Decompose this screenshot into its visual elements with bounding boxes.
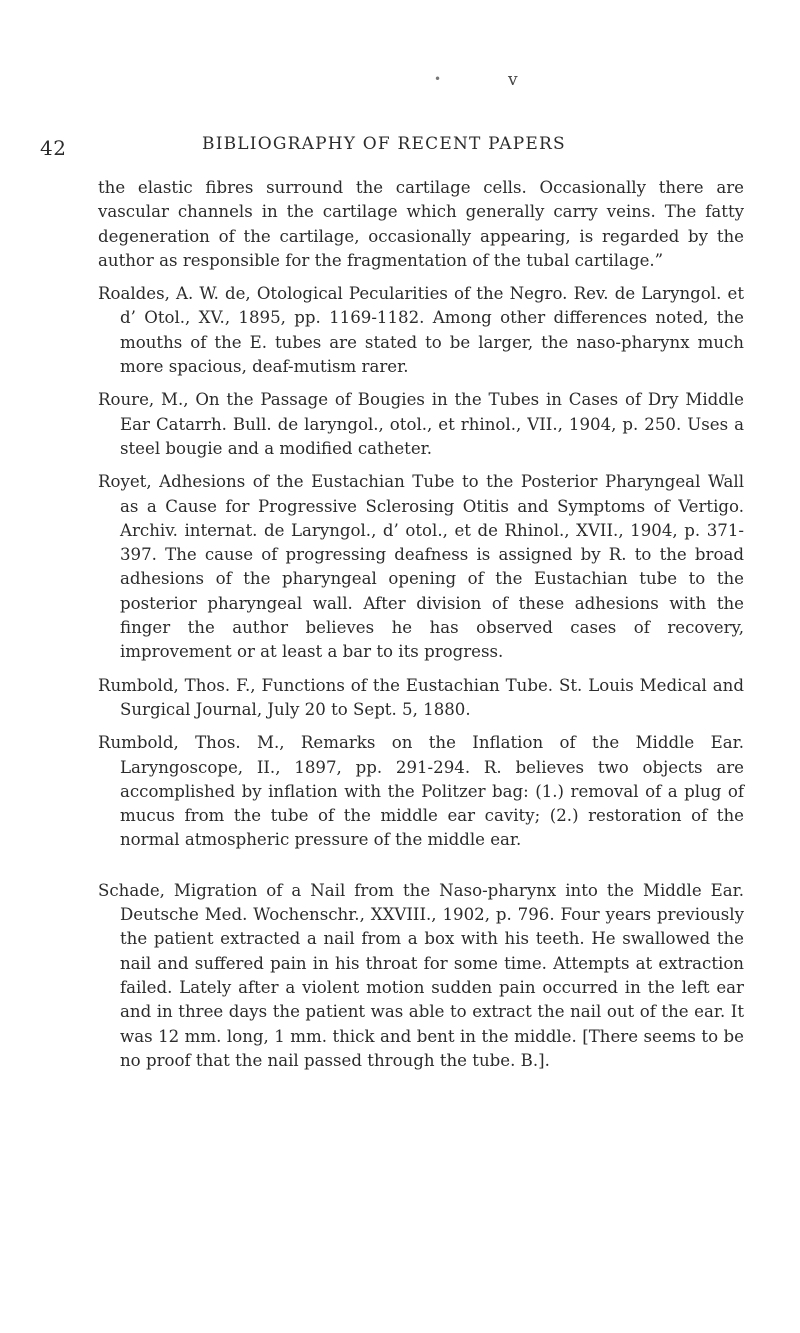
bibliography-entry-schade: Schade, Migration of a Nail from the Naso-pharynx into the Middle Ear. Deutsche Med. Wochenschr., XXVIII., 1902, p. 796. Four years previously the patient extracted a nail from a box with his teeth. He swallowed the nail and suffered pain in his throat for some time. Attempts at extraction failed. Lately after a violent motion sudden pain occurred in the left ear and in three days the patient was able to extract the nail out of the ear. It was 12 mm. long, 1 mm. thick and bent in the middle. [There seems to be no proof that the nail passed through the tube. B.].: [98, 880, 744, 1070]
v-pencil-mark: v: [508, 70, 518, 90]
bibliography-entry-royet: Royet, Adhesions of the Eustachian Tube to the Posterior Pharyngeal Wall as a Cause for Progressive Sclerosing Otitis and Symptoms of Vertigo. Archiv. internat. de Laryngol., d’ otol., et de Rhinol., XVII., 1904, p. 371-397. The cause of progressing deafness is assigned by R. to the broad adhesions of the pharyngeal opening of the Eustachian tube to the posterior pharyngeal wall. After division of these adhesions with the finger the author believes he has observed cases of recovery, improvement or at least a bar to its progress.: [98, 472, 744, 662]
page-number: 42: [40, 136, 67, 160]
running-head: BIBLIOGRAPHY OF RECENT PAPERS: [202, 134, 566, 154]
bibliography-entry-roaldes: Roaldes, A. W. de, Otological Pecularities of the Negro. Rev. de Laryngol. et d’ Otol., XV., 1895, pp. 1169-1182. Among other differences noted, the mouths of the E. tubes are stated to be larger, the naso-pharynx much more spacious, deaf-mutism rarer.: [98, 284, 744, 377]
continuation-paragraph: the elastic fibres surround the cartilage cells. Occasionally there are vascular channels in the cartilage which generally carry veins. The fatty degeneration of the cartilage, occasionally appearing, is regarded by the author as responsible for the fragmentation of the tubal cartilage.”: [98, 178, 744, 270]
bibliography-entry-roure: Roure, M., On the Passage of Bougies in the Tubes in Cases of Dry Middle Ear Catarrh. Bull. de laryngol., otol., et rhinol., VII., 1904, p. 250. Uses a steel bougie and a modified catheter.: [98, 390, 744, 458]
stray-dot-mark: •: [434, 72, 442, 86]
bibliography-entry-rumbold-thos-f: Rumbold, Thos. F., Functions of the Eustachian Tube. St. Louis Medical and Surgical Journal, July 20 to Sept. 5, 1880.: [98, 675, 744, 719]
bibliography-entry-rumbold-thos-m: Rumbold, Thos. M., Remarks on the Inflation of the Middle Ear. Laryngoscope, II., 1897, pp. 291-294. R. believes two objects are accomplished by inflation with the Politzer bag: (1.) removal of a plug of mucus from the tube of the middle ear cavity; (2.) restoration of the normal atmospheric pressure of the middle ear.: [98, 733, 744, 850]
page-body: [98, 176, 744, 1082]
